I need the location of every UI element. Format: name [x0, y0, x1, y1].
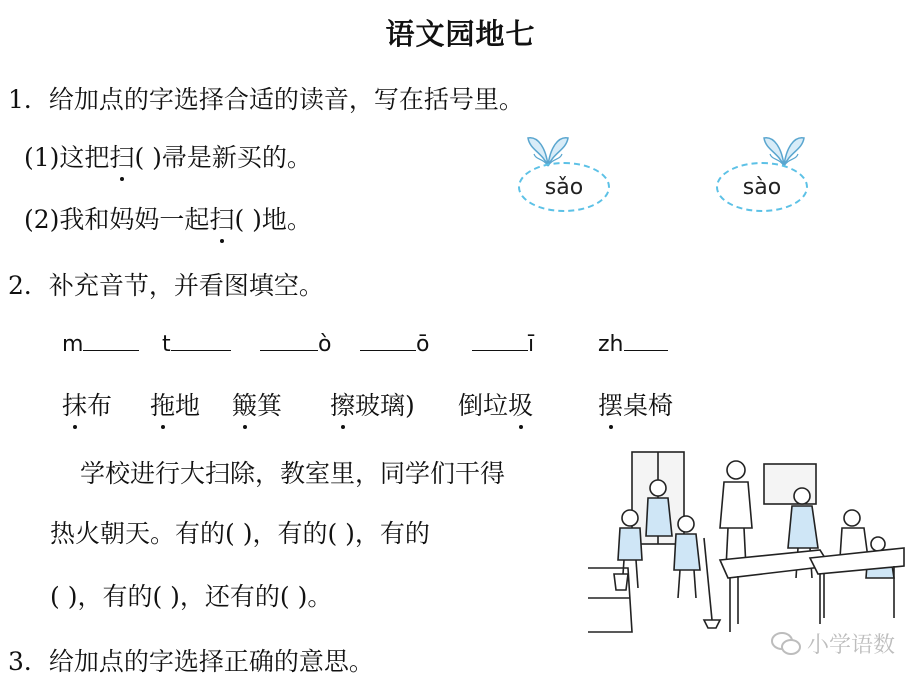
question-1-item-1 [24, 138, 312, 174]
dotted-character: 扫 [209, 200, 234, 236]
pinyin-option-sao3: sǎo [518, 162, 610, 212]
syllable-blank: m [62, 332, 139, 357]
watermark [771, 628, 895, 659]
word-mobu: 抹布 [62, 386, 112, 422]
syllable-blank: zh [598, 332, 668, 357]
pinyin-option-sao4: sào [716, 162, 808, 212]
item-2-prefix: (2)我和妈妈一起 [24, 205, 210, 234]
dotted-character: 扫 [109, 138, 134, 174]
passage-line-1: 学校进行大扫除，教室里，同学们干得 [80, 459, 506, 488]
item-1-prefix: (1)这把 [24, 143, 110, 172]
passage-line-2: 热火朝天。有的( )，有的( )，有的 [50, 519, 430, 548]
watermark-text: 小学语数 [806, 633, 895, 658]
item-1-suffix: ( )帚是新买的。 [134, 143, 312, 172]
word-daolaji: 倒垃圾 [458, 386, 533, 422]
word-baizhuoyi: 摆桌椅 [598, 386, 673, 422]
question-2-prompt: 2．补充音节，并看图填空。 [8, 271, 324, 300]
page-title: 语文园地七 [385, 17, 536, 51]
wechat-icon [771, 631, 801, 657]
word-boji: 簸箕 [232, 386, 282, 422]
word-caboli: 擦玻璃) [330, 386, 415, 422]
question-3-prompt: 3．给加点的字选择正确的意思。 [8, 647, 374, 676]
passage-line-3: ( )，有的( )，还有的( )。 [50, 582, 333, 611]
syllable-blank: ī [472, 332, 534, 357]
syllable-blank: ō [360, 332, 429, 357]
syllable-blank: t [162, 332, 231, 357]
word-tuodi: 拖地 [150, 386, 200, 422]
syllable-blank: ò [260, 332, 331, 357]
item-2-suffix: ( )地。 [234, 205, 312, 234]
question-1-prompt: 1．给加点的字选择合适的读音，写在括号里。 [8, 85, 524, 114]
question-1-item-2 [24, 200, 312, 236]
classroom-cleaning-illustration [588, 448, 906, 638]
